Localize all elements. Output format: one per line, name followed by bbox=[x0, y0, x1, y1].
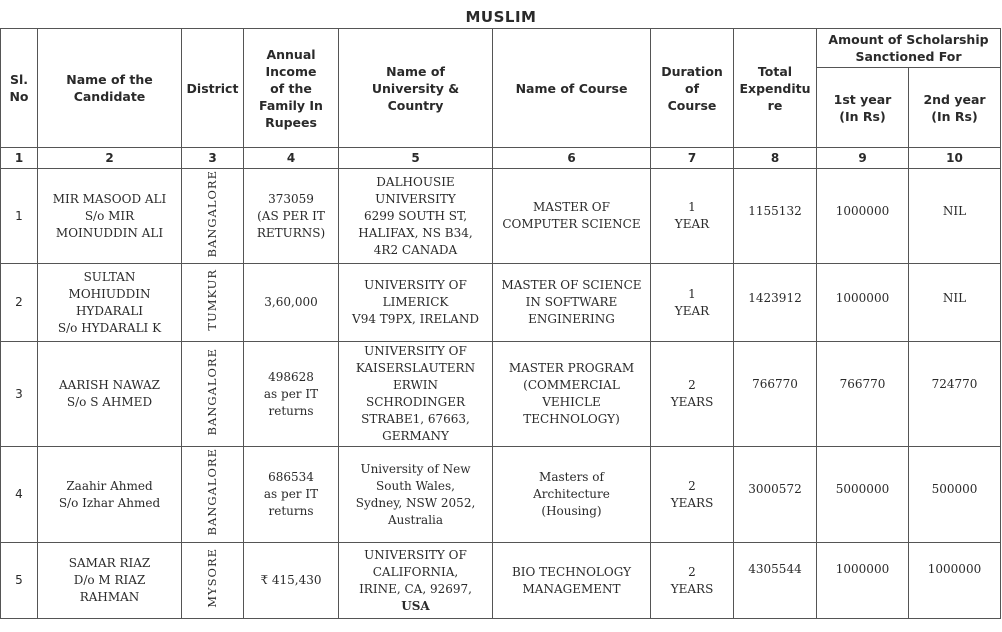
university-country: UNIVERSITY OF CALIFORNIA, IRINE, CA, 92697, bbox=[359, 547, 472, 596]
family-income: 373059 (AS PER IT RETURNS) bbox=[244, 169, 339, 264]
university-country: DALHOUSIE UNIVERSITY 6299 SOUTH ST, HALIFAX, NS B34, 4R2 CANADA bbox=[339, 169, 493, 264]
course-name: MASTER OF COMPUTER SCIENCE bbox=[493, 169, 651, 264]
amount-first-year: 1000000 bbox=[817, 543, 909, 619]
total-expenditure: 4305544 bbox=[734, 543, 817, 619]
course-name: MASTER PROGRAM (COMMERCIAL VEHICLE TECHNOLOGY) bbox=[493, 342, 651, 447]
family-income: 686534 as per IT returns bbox=[244, 447, 339, 543]
header-course: Name of Course bbox=[493, 29, 651, 148]
district-cell bbox=[182, 169, 244, 264]
total-expenditure: 3000572 bbox=[734, 447, 817, 543]
university-country-name: USA bbox=[401, 598, 430, 613]
total-expenditure: 1155132 bbox=[734, 169, 817, 264]
amount-second-year: 500000 bbox=[909, 447, 1001, 543]
total-expenditure: 1423912 bbox=[734, 264, 817, 342]
header-university: Name of University & Country bbox=[339, 29, 493, 148]
university-country: UNIVERSITY OF KAISERSLAUTERN ERWIN SCHRODINGER STRABE1, 67663, GERMANY bbox=[339, 342, 493, 447]
amount-first-year: 1000000 bbox=[817, 169, 909, 264]
column-number: 3 bbox=[182, 148, 244, 169]
header-second-year: 2nd year (In Rs) bbox=[909, 68, 1001, 148]
university-country: UNIVERSITY OF LIMERICK V94 T9PX, IRELAND bbox=[339, 264, 493, 342]
district-name: TUMKUR bbox=[205, 269, 219, 331]
district-name: MYSORE bbox=[205, 548, 219, 608]
table-row bbox=[1, 169, 1001, 264]
course-duration: 2 YEARS bbox=[651, 543, 734, 619]
header-name: Name of the Candidate bbox=[38, 29, 182, 148]
row-sl-no: 2 bbox=[1, 264, 38, 342]
table-row bbox=[1, 543, 1001, 619]
header-duration: Duration of Course bbox=[651, 29, 734, 148]
header-expenditure: Total Expenditu re bbox=[734, 29, 817, 148]
amount-second-year: NIL bbox=[909, 264, 1001, 342]
amount-first-year: 1000000 bbox=[817, 264, 909, 342]
candidate-name: MIR MASOOD ALI S/o MIR MOINUDDIN ALI bbox=[38, 169, 182, 264]
row-sl-no: 1 bbox=[1, 169, 38, 264]
amount-second-year: 1000000 bbox=[909, 543, 1001, 619]
column-number: 5 bbox=[339, 148, 493, 169]
candidate-name: Zaahir Ahmed S/o Izhar Ahmed bbox=[38, 447, 182, 543]
candidate-name: AARISH NAWAZ S/o S AHMED bbox=[38, 342, 182, 447]
column-number: 6 bbox=[493, 148, 651, 169]
row-sl-no: 4 bbox=[1, 447, 38, 543]
course-name: MASTER OF SCIENCE IN SOFTWARE ENGINERING bbox=[493, 264, 651, 342]
course-duration: 1 YEAR bbox=[651, 169, 734, 264]
family-income: 3,60,000 bbox=[244, 264, 339, 342]
district-cell bbox=[182, 342, 244, 447]
column-number: 8 bbox=[734, 148, 817, 169]
university-country: University of New South Wales, Sydney, NSW 2052, Australia bbox=[339, 447, 493, 543]
course-name: Masters of Architecture (Housing) bbox=[493, 447, 651, 543]
candidate-name: SULTAN MOHIUDDIN HYDARALI S/o HYDARALI K bbox=[38, 264, 182, 342]
column-number: 4 bbox=[244, 148, 339, 169]
district-name: BANGALORE bbox=[205, 448, 219, 536]
header-first-year: 1st year (In Rs) bbox=[817, 68, 909, 148]
course-duration: 1 YEAR bbox=[651, 264, 734, 342]
column-number: 10 bbox=[909, 148, 1001, 169]
candidate-name: SAMAR RIAZ D/o M RIAZ RAHMAN bbox=[38, 543, 182, 619]
course-duration: 2 YEARS bbox=[651, 447, 734, 543]
column-number: 2 bbox=[38, 148, 182, 169]
column-number: 1 bbox=[1, 148, 38, 169]
amount-second-year: 724770 bbox=[909, 342, 1001, 447]
district-name: BANGALORE bbox=[205, 169, 219, 258]
table-row bbox=[1, 264, 1001, 342]
course-duration: 2 YEARS bbox=[651, 342, 734, 447]
family-income: ₹ 415,430 bbox=[244, 543, 339, 619]
district-name: BANGALORE bbox=[205, 347, 219, 436]
header-amount: Amount of Scholarship Sanctioned For bbox=[817, 29, 1001, 68]
district-cell bbox=[182, 447, 244, 543]
row-sl-no: 3 bbox=[1, 342, 38, 447]
header-income: Annual Income of the Family In Rupees bbox=[244, 29, 339, 148]
family-income: 498628 as per IT returns bbox=[244, 342, 339, 447]
column-number: 7 bbox=[651, 148, 734, 169]
university-country-cell bbox=[339, 543, 493, 619]
amount-second-year: NIL bbox=[909, 169, 1001, 264]
amount-first-year: 5000000 bbox=[817, 447, 909, 543]
header-row bbox=[1, 29, 1001, 68]
column-number-row bbox=[1, 148, 1001, 169]
district-cell bbox=[182, 543, 244, 619]
table-row bbox=[1, 342, 1001, 447]
scholarship-table bbox=[0, 28, 1001, 619]
section-title: MUSLIM bbox=[465, 8, 537, 26]
table-row bbox=[1, 447, 1001, 543]
district-cell bbox=[182, 264, 244, 342]
amount-first-year: 766770 bbox=[817, 342, 909, 447]
total-expenditure: 766770 bbox=[734, 342, 817, 447]
course-name: BIO TECHNOLOGY MANAGEMENT bbox=[493, 543, 651, 619]
row-sl-no: 5 bbox=[1, 543, 38, 619]
header-district: District bbox=[182, 29, 244, 148]
header-sl-no: Sl. No bbox=[1, 29, 38, 148]
column-number: 9 bbox=[817, 148, 909, 169]
